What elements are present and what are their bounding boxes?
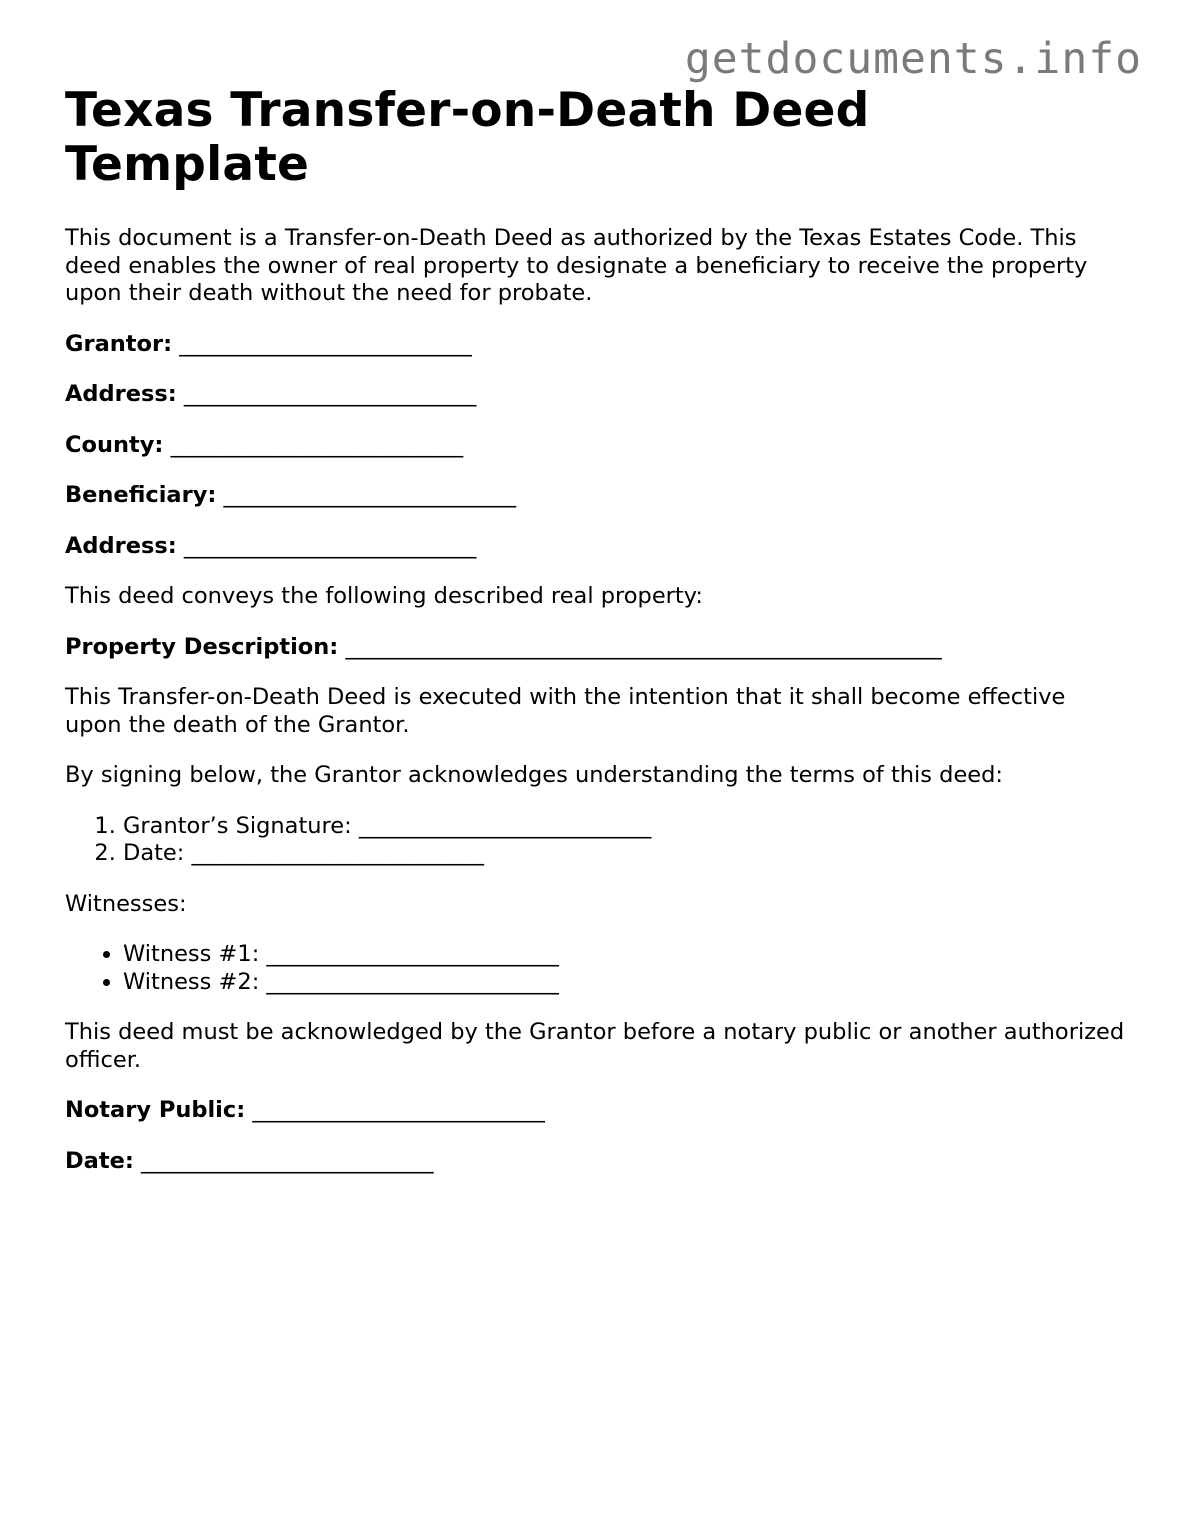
field-blank[interactable]: _____________________________________________________ [345, 633, 942, 660]
document-title: Texas Transfer-on-Death Deed Template [65, 83, 870, 192]
field-label: Beneficiary: [65, 482, 217, 508]
field-blank[interactable]: __________________________ [252, 1097, 545, 1123]
field-blank[interactable]: __________________________ [223, 482, 517, 508]
grantor-address-field[interactable] [65, 381, 1125, 409]
witness-list [65, 941, 1125, 996]
property-description-field[interactable] [65, 634, 1125, 662]
field-blank[interactable]: __________________________ [183, 381, 477, 407]
intention-paragraph: This Transfer-on-Death Deed is executed with the intention that it shall become effective upon the death of the Grantor. [65, 684, 1066, 738]
field-blank[interactable]: __________________________ [183, 532, 477, 559]
signing-paragraph: By signing below, the Grantor acknowledges understanding the terms of this deed: [65, 762, 1003, 788]
list-item[interactable]: • Witness #2: __________________________ [123, 969, 1125, 997]
field-label: County: [65, 431, 164, 458]
witnesses-heading: Witnesses: [65, 890, 187, 917]
acknowledge-paragraph: This deed must be acknowledged by the Grantor before a notary public or another authorized officer. [65, 1019, 1125, 1073]
watermark: getdocuments.info [684, 34, 1142, 84]
signature-list [65, 813, 1125, 868]
notary-date-field[interactable] [65, 1148, 1125, 1176]
field-blank[interactable]: __________________________ [179, 330, 472, 357]
field-label: Notary Public: [65, 1097, 246, 1123]
list-item[interactable]: • Witness #1: __________________________ [123, 941, 1125, 969]
field-blank[interactable]: __________________________ [141, 1147, 434, 1174]
field-blank[interactable]: __________________________ [170, 431, 464, 458]
county-field[interactable] [65, 432, 1125, 460]
field-label: Property Description: [65, 633, 339, 660]
field-label: Address: [65, 381, 177, 407]
field-label: Grantor: [65, 330, 173, 357]
document-page [65, 84, 1125, 1175]
notary-public-field[interactable] [65, 1097, 1125, 1125]
conveys-paragraph: This deed conveys the following described real property: [65, 583, 703, 609]
field-label: Address: [65, 532, 177, 559]
grantor-field[interactable] [65, 331, 1125, 359]
beneficiary-address-field[interactable] [65, 533, 1125, 561]
list-item[interactable]: 2. Date: __________________________ [123, 840, 1125, 868]
field-label: Date: [65, 1147, 134, 1174]
intro-paragraph: This document is a Transfer-on-Death Deed as authorized by the Texas Estates Code. This deed enables the owner of real property to designate a beneficiary to receive the property upon their death without the need for probate. [65, 225, 1088, 306]
beneficiary-field[interactable] [65, 482, 1125, 510]
list-item[interactable]: 1. Grantor’s Signature: __________________________ [123, 813, 1125, 841]
